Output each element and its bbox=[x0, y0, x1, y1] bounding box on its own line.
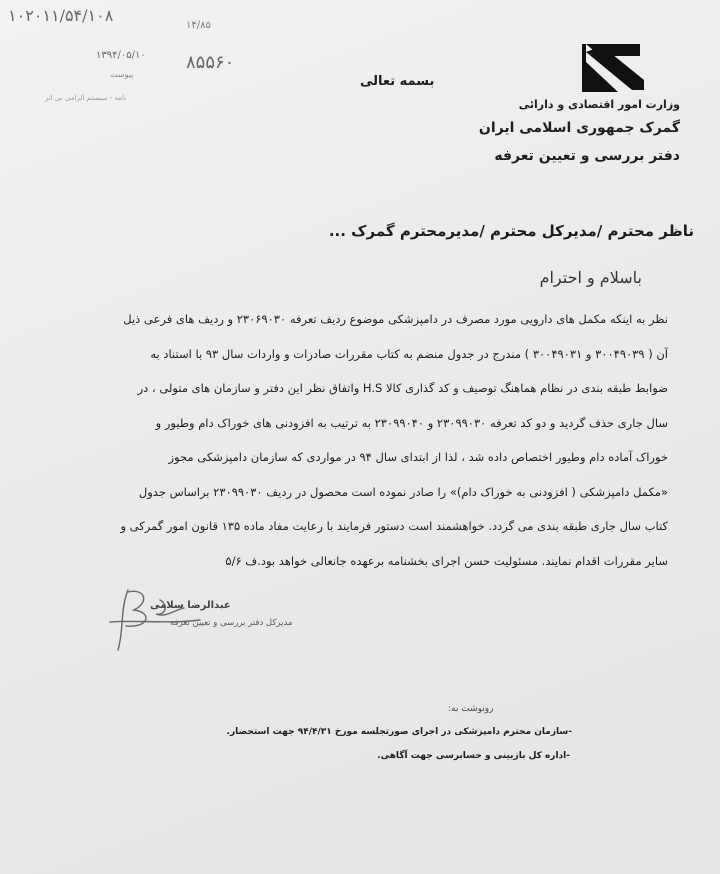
enclosure-label: پیوست bbox=[110, 70, 134, 79]
cc-heading: رونوشت به: bbox=[448, 704, 494, 714]
cc-line: -اداره کل بازبینی و حسابرسی جهت آگاهی. bbox=[377, 751, 570, 761]
bismillah-heading: بسمه تعالی bbox=[360, 74, 435, 89]
letter-date: ۱۳۹۴/۰۵/۱۰ bbox=[96, 50, 146, 61]
letter-number-secondary: ۱۴/۸۵ bbox=[186, 20, 211, 31]
letter-body bbox=[58, 302, 668, 578]
greeting-handwritten: باسلام و احترام bbox=[539, 268, 642, 287]
cc-line: -سازمان محترم دامپزشکی در اجرای صورتجلسه مورخ ۹۴/۴/۳۱ جهت استحضار. bbox=[226, 727, 572, 737]
body-line: آن ( ۳۰۰۴۹۰۳۹ و ۳۰۰۴۹۰۳۱ ) مندرج در جدول منضم به کتاب مقررات صادرات و واردات سال ۹۳ با استناد به bbox=[150, 346, 668, 361]
body-line: سایر مقررات اقدام نمایند. مسئولیت حسن اجرای بخشنامه برعهده جانعالی خواهد بود.ف ۵/۶ bbox=[225, 553, 668, 568]
body-line: ضوابط طبقه بندی در نظام هماهنگ توصیف و کد گذاری کالا H.S واتفاق نظر این دفتر و سازمان های متولی ، در bbox=[137, 381, 668, 395]
body-line: نظر به اینکه مکمل های دارویی مورد مصرف در دامپزشکی موضوع ردیف تعرفه ۲۳۰۶۹۰۳۰ و ردیف های فرعی ذیل bbox=[123, 312, 668, 326]
signer-title: مدیرکل دفتر بررسی و تعیین تعرفه bbox=[170, 618, 293, 628]
signer-name: عبدالرضا سلامی bbox=[150, 600, 231, 611]
print-note: نامه - سیستم الزامی بی اثر bbox=[45, 94, 127, 102]
body-line: سال جاری حذف گردید و دو کد تعرفه ۲۳۰۹۹۰۳۰ و ۲۳۰۹۹۰۴۰ به ترتیب به افزودنی های خوراک دام وطیور و bbox=[155, 415, 668, 430]
letter-reference-number: ۸۵۵۶۰ bbox=[186, 52, 235, 73]
body-line: «مکمل دامپزشکی ( افزودنی به خوراک دام)» را صادر نموده است محصول در ردیف ۲۳۰۹۹۰۳۰ براساس جدول bbox=[138, 484, 668, 499]
bureau-name: دفتر بررسی و تعیین تعرفه bbox=[494, 148, 680, 164]
letter-number-handwritten: ۱۰۲۰۱۱/۵۴/۱۰۸ bbox=[8, 6, 114, 25]
customs-logo-icon bbox=[580, 42, 646, 94]
body-line: کتاب سال جاری طبقه بندی می گردد. خواهشمند است دستور فرمایند با رعایت مفاد ماده ۱۳۵ قانون امور گمرکی و bbox=[120, 519, 668, 533]
body-line: خوراک آماده دام وطیور اختصاص داده شد ، لذا از ابتدای سال ۹۴ در مواردی که سازمان دامپزشکی مجوز bbox=[168, 450, 668, 464]
customs-name: گمرک جمهوری اسلامی ایران bbox=[478, 120, 680, 136]
addressee-line: ناظر محترم /مدیرکل محترم /مدیرمحترم گمرک ... bbox=[328, 222, 694, 240]
ministry-name: وزارت امور اقتصادی و دارائی bbox=[518, 98, 680, 111]
